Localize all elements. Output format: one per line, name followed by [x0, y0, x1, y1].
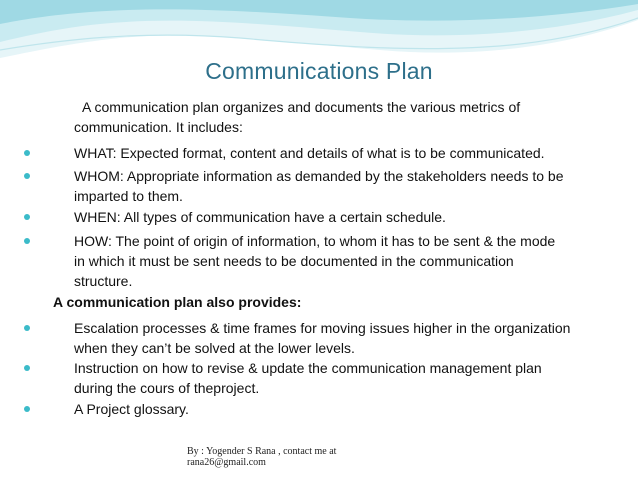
bullet-line: Instruction on how to revise & update the communication management plan — [74, 360, 542, 376]
bullet-line: Escalation processes & time frames for moving issues higher in the organization — [74, 320, 571, 336]
bullet-line: WHEN: All types of communication have a certain schedule. — [74, 209, 446, 225]
bullet-item-how — [74, 231, 604, 291]
bullet-line: during the cours of theproject. — [74, 380, 260, 396]
bullet-line: when they can’t be solved at the lower levels. — [74, 340, 355, 356]
bullet-line: imparted to them. — [74, 188, 183, 204]
bullet-item-escalation — [74, 318, 604, 358]
bullet-dot-icon — [24, 365, 30, 371]
bullet-dot-icon — [24, 325, 30, 331]
bullet-dot-icon — [24, 238, 30, 244]
bullet-line: HOW: The point of origin of information, to whom it has to be sent & the mode — [74, 233, 556, 249]
bullet-line: structure. — [74, 273, 133, 289]
intro-line: communication. It includes: — [74, 119, 243, 135]
bullet-item-when — [74, 207, 604, 227]
footer-email-line: rana26@gmail.com — [187, 457, 266, 468]
bullet-line: A Project glossary. — [74, 401, 189, 417]
slide-title: Communications Plan — [205, 58, 433, 84]
bullet-item-whom — [74, 166, 604, 206]
bullet-dot-icon — [24, 214, 30, 220]
bullet-item-instruction — [74, 358, 604, 398]
intro-paragraph — [74, 97, 594, 137]
bullet-line: in which it must be sent needs to be documented in the communication — [74, 253, 514, 269]
bullet-item-what — [74, 143, 604, 163]
author-footer — [187, 446, 336, 468]
intro-line: A communication plan organizes and documents the various metrics of — [82, 99, 521, 115]
bullet-dot-icon — [24, 150, 30, 156]
also-provides-heading: A communication plan also provides: — [53, 294, 302, 310]
bullet-line: WHAT: Expected format, content and details of what is to be communicated. — [74, 145, 545, 161]
footer-author-line: By : Yogender S Rana , contact me at — [187, 446, 337, 457]
bullet-dot-icon — [24, 406, 30, 412]
bullet-dot-icon — [24, 173, 30, 179]
bullet-item-glossary — [74, 399, 604, 419]
bullet-line: WHOM: Appropriate information as demanded by the stakeholders needs to be — [74, 168, 564, 184]
